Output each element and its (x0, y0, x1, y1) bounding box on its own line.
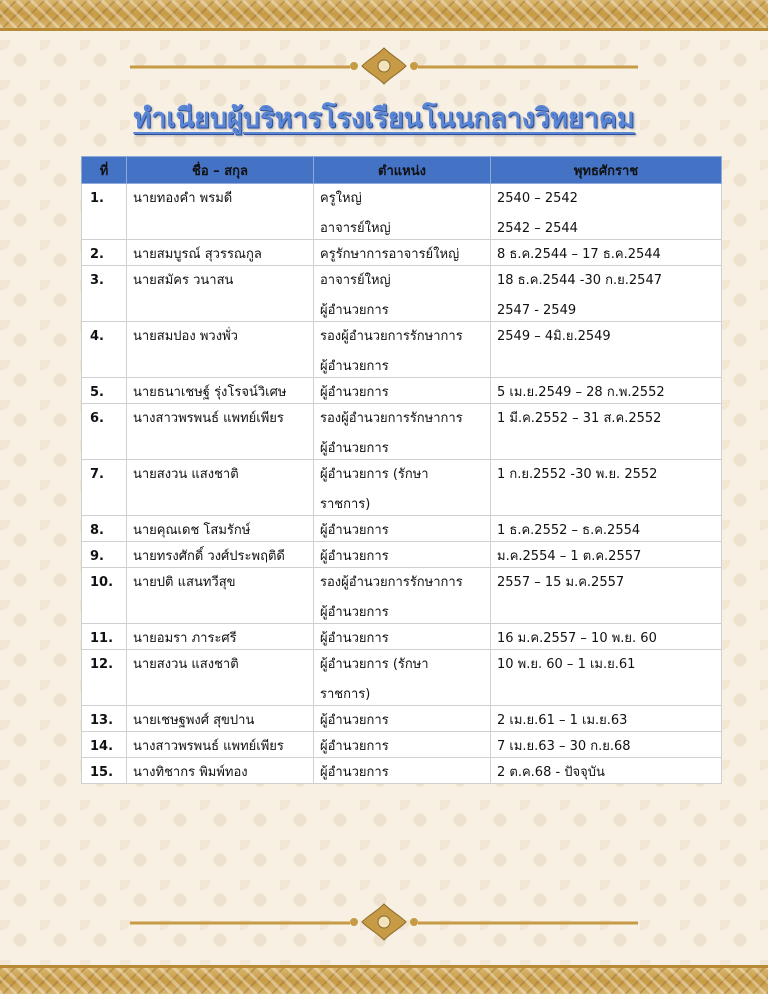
row-period (491, 460, 722, 516)
header-position: ตำแหน่ง (314, 157, 491, 184)
header-name: ชื่อ – สกุล (127, 157, 314, 184)
row-name: นายทรงศักดิ์ วงศ์ประพฤติดี (127, 542, 314, 568)
period-line: 1 มี.ค.2552 – 31 ส.ค.2552 (497, 411, 662, 426)
row-name: นายสมปอง พวงพั่ว (127, 322, 314, 378)
row-number: 9. (82, 542, 127, 568)
administrators-table (81, 156, 722, 784)
period-line: 1 ธ.ค.2552 – ธ.ค.2554 (497, 523, 641, 538)
period-line: 2549 – 4มิ.ย.2549 (497, 329, 611, 344)
position-line: อาจารย์ใหญ่ (320, 221, 391, 236)
row-number: 3. (82, 266, 127, 322)
table-row (82, 732, 722, 758)
period-line: 2 เม.ย.61 – 1 เม.ย.63 (497, 713, 628, 728)
row-period (491, 266, 722, 322)
row-position (314, 706, 491, 732)
table-row (82, 378, 722, 404)
table-row (82, 568, 722, 624)
position-line: ผู้อำนวยการ (320, 713, 389, 728)
row-name: นายสงวน แสงชาติ (127, 460, 314, 516)
row-name: นางทิชากร พิมพ์ทอง (127, 758, 314, 784)
row-position (314, 378, 491, 404)
period-line: 2542 – 2544 (497, 221, 578, 236)
row-period (491, 650, 722, 706)
row-period (491, 758, 722, 784)
period-line: 16 ม.ค.2557 – 10 พ.ย. 60 (497, 631, 657, 646)
position-line: ผู้อำนวยการ (320, 441, 389, 456)
row-period (491, 516, 722, 542)
table-header-row (82, 157, 722, 184)
table-row (82, 266, 722, 322)
position-line: ครูรักษาการอาจารย์ใหญ่ (320, 247, 460, 262)
period-line: ม.ค.2554 – 1 ต.ค.2557 (497, 549, 642, 564)
row-period (491, 732, 722, 758)
position-line: ผู้อำนวยการ (320, 523, 389, 538)
position-line: ผู้อำนวยการ (รักษา (320, 657, 429, 672)
row-name: นายสมัคร วนาสน (127, 266, 314, 322)
position-line: ผู้อำนวยการ (320, 739, 389, 754)
row-position (314, 184, 491, 240)
row-number: 8. (82, 516, 127, 542)
row-period (491, 322, 722, 378)
row-position (314, 266, 491, 322)
top-gold-border (0, 0, 768, 28)
row-name: นายคุณเดช โสมรักษ์ (127, 516, 314, 542)
table-row (82, 184, 722, 240)
period-line: 2540 – 2542 (497, 191, 578, 206)
table-row (82, 706, 722, 732)
table-row (82, 322, 722, 378)
table-row (82, 240, 722, 266)
row-number: 1. (82, 184, 127, 240)
position-line: รองผู้อำนวยการรักษาการ (320, 575, 463, 590)
row-position (314, 732, 491, 758)
row-number: 12. (82, 650, 127, 706)
row-position (314, 240, 491, 266)
row-period (491, 568, 722, 624)
row-position (314, 568, 491, 624)
row-position (314, 758, 491, 784)
row-position (314, 650, 491, 706)
bottom-ornament-divider (130, 902, 638, 942)
period-line: 1 ก.ย.2552 -30 พ.ย. 2552 (497, 467, 658, 482)
row-period (491, 184, 722, 240)
period-line: 5 เม.ย.2549 – 28 ก.พ.2552 (497, 385, 665, 400)
row-name: นายทองคำ พรมดี (127, 184, 314, 240)
table-row (82, 460, 722, 516)
row-name: นายเชษฐพงศ์ สุขปาน (127, 706, 314, 732)
position-line: ผู้อำนวยการ (320, 359, 389, 374)
row-position (314, 460, 491, 516)
row-name: นายธนาเชษฐ์ รุ่งโรจน์วิเศษ (127, 378, 314, 404)
table-body (82, 184, 722, 784)
row-name: นางสาวพรพนธ์ แพทย์เพียร (127, 732, 314, 758)
period-line: 2547 - 2549 (497, 303, 577, 318)
position-line: อาจารย์ใหญ่ (320, 273, 391, 288)
period-line: 2557 – 15 ม.ค.2557 (497, 575, 625, 590)
position-line: รองผู้อำนวยการรักษาการ (320, 329, 463, 344)
row-name: นายอมรา ภาระศรี (127, 624, 314, 650)
table-row (82, 624, 722, 650)
row-number: 6. (82, 404, 127, 460)
period-line: 18 ธ.ค.2544 -30 ก.ย.2547 (497, 273, 662, 288)
row-number: 14. (82, 732, 127, 758)
position-line: รองผู้อำนวยการรักษาการ (320, 411, 463, 426)
period-line: 7 เม.ย.63 – 30 ก.ย.68 (497, 739, 631, 754)
table-row (82, 516, 722, 542)
table-row (82, 758, 722, 784)
top-ornament-divider (130, 46, 638, 86)
page-title: ทำเนียบผู้บริหารโรงเรียนโนนกลางวิทยาคม (133, 103, 635, 134)
row-number: 11. (82, 624, 127, 650)
header-period: พุทธศักราช (491, 157, 722, 184)
position-line: ผู้อำนวยการ (320, 303, 389, 318)
period-line: 8 ธ.ค.2544 – 17 ธ.ค.2544 (497, 247, 661, 262)
row-number: 13. (82, 706, 127, 732)
row-name: นายสมบูรณ์ สุวรรณกูล (127, 240, 314, 266)
row-position (314, 542, 491, 568)
table-row (82, 542, 722, 568)
position-line: ผู้อำนวยการ (320, 631, 389, 646)
position-line: ผู้อำนวยการ (320, 385, 389, 400)
row-number: 2. (82, 240, 127, 266)
row-number: 7. (82, 460, 127, 516)
row-period (491, 542, 722, 568)
position-line: ผู้อำนวยการ (320, 765, 389, 780)
row-period (491, 404, 722, 460)
row-number: 5. (82, 378, 127, 404)
table-row (82, 650, 722, 706)
row-name: นายปติ แสนทวีสุข (127, 568, 314, 624)
period-line: 2 ต.ค.68 - ปัจจุบัน (497, 765, 605, 780)
row-name: นางสาวพรพนธ์ แพทย์เพียร (127, 404, 314, 460)
position-line: ผู้อำนวยการ (320, 605, 389, 620)
position-line: ราชการ) (320, 497, 371, 512)
position-line: ราชการ) (320, 687, 371, 702)
row-number: 4. (82, 322, 127, 378)
row-position (314, 624, 491, 650)
header-number: ที่ (82, 157, 127, 184)
period-line: 10 พ.ย. 60 – 1 เม.ย.61 (497, 657, 636, 672)
row-period (491, 706, 722, 732)
position-line: ผู้อำนวยการ (320, 549, 389, 564)
position-line: ครูใหญ่ (320, 191, 362, 206)
row-period (491, 378, 722, 404)
row-position (314, 322, 491, 378)
row-number: 10. (82, 568, 127, 624)
position-line: ผู้อำนวยการ (รักษา (320, 467, 429, 482)
row-period (491, 624, 722, 650)
bottom-gold-border (0, 968, 768, 994)
table-row (82, 404, 722, 460)
row-number: 15. (82, 758, 127, 784)
row-position (314, 404, 491, 460)
row-period (491, 240, 722, 266)
row-name: นายสงวน แสงชาติ (127, 650, 314, 706)
row-position (314, 516, 491, 542)
